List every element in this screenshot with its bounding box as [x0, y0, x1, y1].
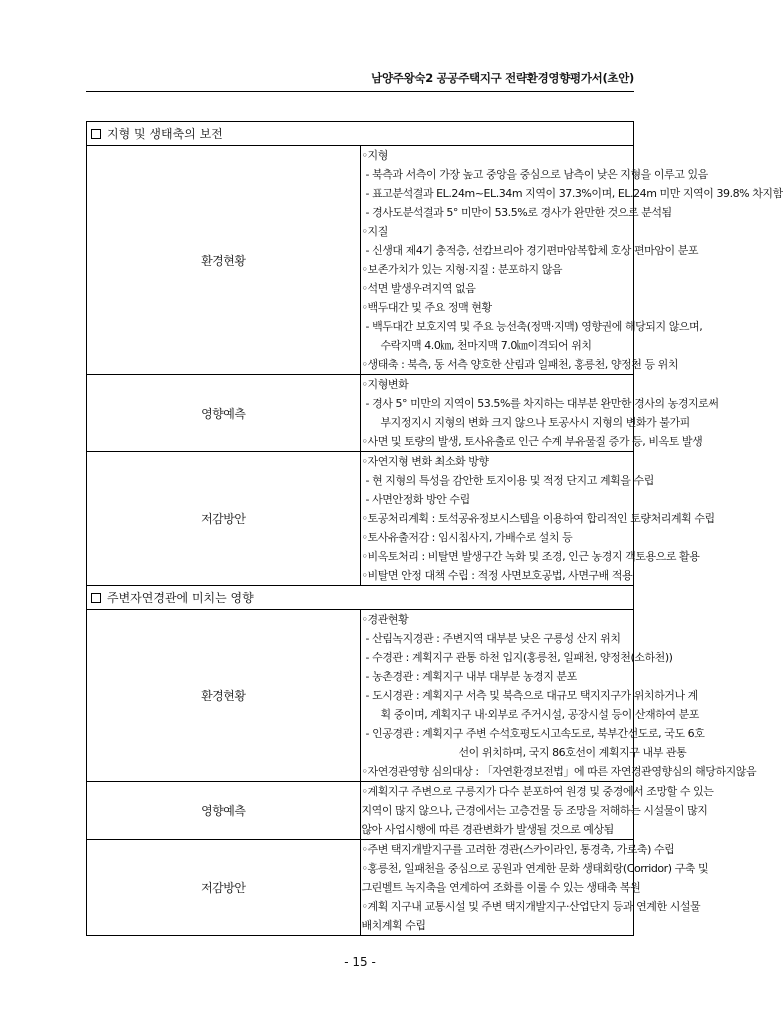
content-line: ◦백두대간 및 주요 정맥 현황 [361, 301, 492, 314]
content-line: - 인공경관 : 계획지구 주변 수석호평도시고속도로, 북부간선도로, 국도 6호 [365, 727, 705, 740]
content-line: ◦토사유출저감 : 임시침사지, 가배수로 설치 등 [361, 531, 573, 544]
content-line: - 표고분석결과 EL.24m~EL.34m 지역이 37.3%이며, EL.24m 미만 지역이 39.8% 차지함 [365, 187, 783, 200]
checkbox-square-icon [91, 593, 101, 603]
row-label: 저감방안 [87, 452, 361, 586]
content-line: - 현 지형의 특성을 감안한 토지이용 및 적정 단지고 계획을 수립 [365, 474, 654, 487]
table-row [87, 375, 634, 452]
checkbox-square-icon [91, 129, 101, 139]
section-header-row [87, 586, 634, 610]
row-content [360, 452, 715, 586]
content-line: 지역이 많지 않으나, 근경에서는 고층건물 등 조망을 저해하는 시설물이 많지 [361, 804, 708, 817]
content-line: - 산림녹지경관 : 주변지역 대부분 낮은 구릉성 산지 위치 [365, 632, 621, 645]
content-line: ◦석면 발생우려지역 없음 [361, 282, 476, 295]
content-line: ◦자연지형 변화 최소화 방향 [361, 455, 489, 468]
row-content [360, 375, 719, 452]
table-row [87, 840, 634, 936]
content-line: - 농촌경관 : 계획지구 내부 대부분 농경지 분포 [365, 670, 577, 683]
row-label: 저감방안 [87, 840, 361, 936]
content-line: - 사면안정화 방안 수립 [365, 493, 470, 506]
content-line: 않아 사업시행에 따른 경관변화가 발생될 것으로 예상됨 [361, 823, 614, 836]
content-line: - 백두대간 보호지역 및 주요 능선축(정맥·지맥) 영향권에 해당되지 않으며, [365, 320, 703, 333]
document-header-title: 남양주왕숙2 공공주택지구 전략환경영향평가서(초안) [371, 71, 634, 85]
row-label: 환경현황 [87, 146, 361, 375]
row-label: 영향예측 [87, 782, 361, 840]
table-row [87, 782, 634, 840]
content-line: ◦사면 및 토량의 발생, 토사유출로 인근 수계 부유물질 증가 등, 비옥토 발생 [361, 435, 703, 448]
content-line: 부지정지시 지형의 변화 크지 않으나 토공사시 지형의 변화가 불가피 [380, 416, 690, 429]
content-line: ◦지질 [361, 225, 388, 238]
content-line: 배치계획 수립 [361, 919, 426, 932]
section-2-title [87, 586, 634, 610]
content-line: - 수경관 : 계획지구 관통 하천 입지(홍릉천, 일패천, 양정천(소하천)) [365, 651, 673, 664]
content-line: ◦지형 [361, 149, 388, 162]
content-line: ◦보존가치가 있는 지형·지질 : 분포하지 않음 [361, 263, 563, 276]
content-line: 수락지맥 4.0㎞, 천마지맥 7.0㎞이격되어 위치 [380, 339, 592, 352]
row-content [360, 146, 783, 375]
section-1-title-text: 지형 및 생태축의 보전 [107, 127, 223, 141]
content-line: - 경사도분석결과 5° 미만이 53.5%로 경사가 완만한 것으로 분석됨 [365, 206, 672, 219]
table-row [87, 610, 634, 782]
assessment-table [86, 121, 783, 936]
content-line: - 도시경관 : 계획지구 서측 및 북측으로 대규모 택지지구가 위치하거나 계 [365, 689, 698, 702]
content-line: ◦토공처리계획 : 토석공유정보시스템을 이용하여 합리적인 토량처리계획 수립 [361, 512, 715, 525]
content-line: 획 중이며, 계획지구 내·외부로 주거시설, 공장시설 등이 산재하여 분포 [380, 708, 699, 721]
row-label: 환경현황 [87, 610, 361, 782]
content-line: ◦주변 택지개발지구를 고려한 경관(스카이라인, 통경축, 가로축) 수립 [361, 843, 675, 856]
row-content [360, 840, 709, 936]
content-line: 그린벨트 녹지축을 연계하여 조화를 이룰 수 있는 생태축 복원 [361, 881, 641, 894]
content-line: ◦비옥토처리 : 비탈면 발생구간 녹화 및 조경, 인근 농경지 객토용으로 활용 [361, 550, 700, 563]
section-2-title-text: 주변자연경관에 미치는 영향 [107, 591, 254, 605]
section-header-row [87, 122, 634, 146]
table-row [87, 146, 634, 375]
content-line: ◦홍릉천, 일패천을 중심으로 공원과 연계한 문화 생태회랑(Corridor) 구축 및 [361, 862, 709, 875]
content-line: 선이 위치하며, 국지 86호선이 계획지구 내부 관통 [458, 746, 687, 759]
page-number: - 15 - [344, 955, 376, 969]
row-label: 영향예측 [87, 375, 361, 452]
content-line: - 북측과 서측이 가장 높고 중앙을 중심으로 남측이 낮은 지형을 이루고 있음 [365, 168, 708, 181]
content-line: - 경사 5° 미만의 지역이 53.5%를 차지하는 대부분 완만한 경사의 농경지로써 [365, 397, 719, 410]
content-line: - 신생대 제4기 충적층, 선캄브리아 경기편마암복합체 호상 편마암이 분포 [365, 244, 699, 257]
content-line: ◦비탈면 안정 대책 수립 : 적정 사면보호공법, 사면구배 적용 [361, 569, 633, 582]
row-content [360, 782, 714, 840]
content-line: ◦계획지구 주변으로 구릉지가 다수 분포하여 원경 및 중경에서 조망할 수 있는 [361, 785, 714, 798]
content-line: ◦계획 지구내 교통시설 및 주변 택지개발지구·산업단지 등과 연계한 시설물 [361, 900, 701, 913]
content-line: ◦자연경관영향 심의대상 : 「자연환경보전법」에 따른 자연경관영향심의 해당하지않음 [361, 765, 757, 778]
content-line: ◦지형변화 [361, 378, 409, 391]
header-divider [86, 91, 634, 92]
content-line: ◦생태축 : 북측, 동 서측 양호한 산림과 일패천, 홍릉천, 양정천 등 위치 [361, 358, 679, 371]
section-1-title [87, 122, 634, 146]
row-content [360, 610, 757, 782]
content-line: ◦경관현황 [361, 613, 409, 626]
table-row [87, 452, 634, 586]
